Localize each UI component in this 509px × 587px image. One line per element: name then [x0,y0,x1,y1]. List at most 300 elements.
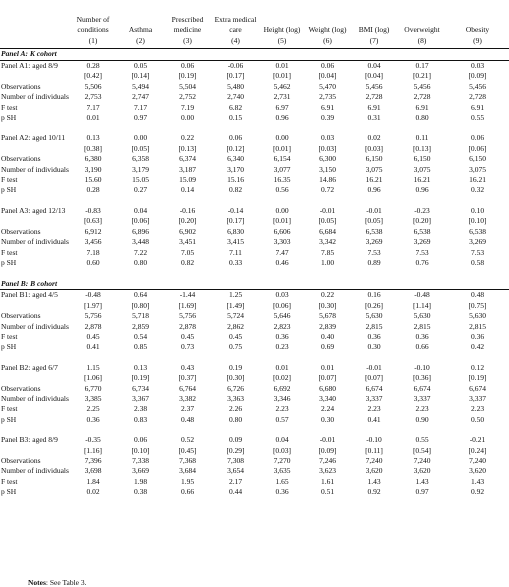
table-cell: 6,770 [84,383,102,393]
table-cell: 0.83 [133,414,148,424]
table-cell: [0.03] [364,143,384,153]
table-cell: 0.66 [180,487,195,497]
table-cell: [0.01] [272,143,292,153]
table-cell: 6,300 [319,154,336,164]
table-cell: 7.19 [180,102,195,112]
table-cell: 0.22 [320,290,335,300]
table-cell: 0.52 [180,435,195,445]
table-cell: 0.45 [86,331,100,341]
table-cell: 0.40 [320,331,335,341]
table-cell: 0.30 [367,342,381,352]
table-row-se [0,216,509,226]
table-cell: 16.21 [469,175,486,185]
table-cell: 3,620 [469,466,486,476]
row-label: Number of individuals [1,466,69,476]
table-cell: 15.05 [132,175,149,185]
table-cell: 0.96 [275,113,289,123]
table-cell: 6,538 [413,226,431,236]
header-prescribed-medicine: Prescribed medicine [171,15,204,34]
table-cell: 6,726 [227,383,244,393]
table-cell: 7.18 [86,247,100,257]
table-cell: 5,456 [469,81,486,91]
table-cell: [0.09] [318,445,337,455]
spacer-row [0,123,509,133]
table-row-psh [0,185,509,195]
header-obesity: Obesity [465,24,490,34]
table-cell: [0.20] [412,216,432,226]
header-weight-log: Weight (log) [308,24,347,34]
row-label: p SH [1,414,17,424]
table-cell: 7,338 [132,456,149,465]
table-cell: 0.23 [275,342,289,352]
table-cell: 3,179 [132,164,149,174]
table-row-obs [0,82,509,92]
table-cell: [0.36] [412,373,432,383]
table-cell: 3,150 [319,164,336,174]
table-cell: 1.00 [320,257,335,267]
table-cell: -0.14 [227,205,244,215]
table-cell: [1.97] [83,300,103,310]
header-overweight: Overweight [404,24,440,34]
table-cell: [0.02] [272,373,292,383]
table-cell: 6,896 [132,226,149,236]
spacer-cell [0,196,509,206]
table-cell: 2,815 [365,321,383,331]
table-cell: 1.65 [275,476,289,486]
table-cell: 0.75 [228,342,243,352]
table-cell: 5,630 [365,311,383,321]
table-cell: -0.83 [85,205,101,215]
table-cell: 6,154 [273,154,291,164]
table-cell: 7,368 [179,456,196,465]
table-cell: 0.06 [228,133,243,143]
table-row-psh [0,487,509,497]
table-cell: [0.37] [178,373,197,383]
colnum-stub [0,34,68,49]
table-cell: -0.01 [366,362,382,372]
table-cell: 15.60 [84,175,102,185]
table-cell: 3,367 [132,393,149,403]
table-cell: 5,630 [469,311,486,321]
row-label: F test [1,247,18,257]
table-row-se [0,373,509,383]
header-height-log: Height (log) [263,24,301,34]
table-cell: 7.85 [320,247,335,257]
spacer-cell [0,353,509,363]
table-cell: 6,902 [179,226,196,236]
colnum: (3) [163,34,212,49]
table-cell: 6.97 [275,102,289,112]
table-cell: 15.09 [179,175,196,185]
table-cell: 0.02 [367,133,381,143]
row-label: p SH [1,185,17,195]
table-cell: 0.73 [180,342,195,352]
note-text: : See Table 3. [45,578,87,587]
table-cell: 2,731 [273,92,291,102]
table-cell: 0.13 [86,133,100,143]
row-label: F test [1,476,18,486]
table-cell: 6,150 [413,154,431,164]
table-cell: 0.60 [86,257,100,267]
panel-heading-row [0,49,509,61]
table-cell: 2.17 [228,476,243,486]
table-cell: [0.03] [318,143,337,153]
table-cell: 0.51 [320,487,335,497]
table-row-se [0,144,509,154]
table-cell: [1.16] [83,445,103,455]
table-cell: 16.35 [273,175,291,185]
row-label: p SH [1,113,17,123]
table-cell: 6,734 [132,383,149,393]
table-cell: [0.19] [131,373,150,383]
table-cell: [0.45] [178,445,197,455]
table-cell: [0.26] [364,300,384,310]
table-cell: [0.29] [226,445,245,455]
table-cell: 2,823 [273,321,291,331]
table-cell: -0.10 [414,362,430,372]
table-cell: 3,635 [273,466,291,476]
table-row-coef [0,61,509,72]
table-cell: 0.55 [415,435,429,445]
table-cell: 0.15 [228,113,243,123]
table-cell: 0.66 [415,342,429,352]
table-cell: 2.23 [275,404,289,414]
row-label: Panel B1: aged 4/5 [1,290,58,300]
table-cell: 0.00 [275,133,289,143]
table-cell: 0.69 [320,342,335,352]
table-cell: [0.01] [272,216,292,226]
table-cell: 5,630 [413,311,431,321]
table-row-obs [0,154,509,164]
table-cell: 5,504 [179,81,196,91]
row-label: Observations [1,226,41,236]
table-cell: 0.46 [275,257,289,267]
row-label: p SH [1,342,17,352]
table-cell: -0.35 [85,435,101,445]
table-cell: -0.01 [319,205,336,215]
table-row-ftest [0,175,509,185]
table-cell: 0.33 [228,257,243,267]
table-row-ftest [0,477,509,487]
table-cell: 5,456 [413,81,431,91]
table-cell: 2,753 [84,92,102,102]
table-cell: 0.55 [470,113,485,123]
row-label [0,301,68,311]
table-cell: 7,246 [319,456,336,465]
table-cell: [0.80] [131,300,150,310]
table-cell: 0.03 [470,61,485,70]
table-cell: 3,337 [413,393,431,403]
table-row-obs [0,384,509,394]
spacer-row [0,196,509,206]
table-cell: 7,240 [413,456,431,465]
table-cell: 3,382 [179,393,196,403]
table-cell: 0.01 [275,61,289,70]
table-cell: 0.36 [275,487,289,497]
table-cell: 0.38 [133,487,148,497]
table-cell: [0.63] [83,216,103,226]
table-cell: 0.80 [133,257,148,267]
table-row-coef [0,290,509,301]
table-cell: 0.45 [228,331,243,341]
table-cell: 1.98 [133,476,148,486]
table-row-coef [0,206,509,216]
table-cell: 0.16 [367,290,381,300]
table-cell: 7.47 [275,247,289,257]
colnum: (5) [259,34,305,49]
header-extra-medical-care: Extra medical care [214,15,257,34]
table-cell: 3,269 [469,237,486,247]
table-cell: [0.21] [412,71,432,81]
table-cell: 5,462 [273,81,291,91]
table-cell: 0.09 [228,435,243,445]
table-cell: 6.82 [228,102,243,112]
table-cell: 3,456 [84,237,102,247]
table-cell: [1.49] [226,300,245,310]
row-label: Panel A1: aged 8/9 [1,61,58,70]
table-cell: 3,077 [273,164,291,174]
table-cell: 3,075 [469,164,486,174]
table-row-ind [0,322,509,332]
table-cell: [0.19] [178,71,197,81]
table-cell: [0.05] [318,216,337,226]
table-cell: 7.53 [415,247,429,257]
table-cell: 1.61 [320,476,335,486]
table-cell: 0.44 [228,487,243,497]
table-row-ftest [0,332,509,342]
row-label: F test [1,102,18,112]
table-row-ind [0,237,509,247]
table-cell: 0.04 [367,61,381,70]
table-cell: 0.02 [86,487,100,497]
table-cell: [0.20] [178,216,197,226]
table-cell: [0.24] [468,445,487,455]
table-cell: 2.38 [133,404,148,414]
table-cell: 6,692 [273,383,291,393]
table-cell: [0.19] [468,373,487,383]
table-row-ind [0,466,509,476]
table-row-psh [0,342,509,352]
table-cell: 15.16 [227,175,244,185]
table-cell: 1.43 [367,476,381,486]
table-cell: 7.22 [133,247,148,257]
table-cell: 0.06 [133,435,148,445]
table-cell: 3,415 [227,237,244,247]
table-cell: 2,815 [413,321,431,331]
row-label: Observations [1,456,41,465]
row-label [0,216,68,226]
table-cell: 0.01 [320,362,335,372]
row-label: Panel B3: aged 8/9 [1,435,58,445]
table-cell: 7.53 [367,247,381,257]
spacer-row [0,425,509,435]
table-cell: 7,240 [469,456,486,465]
spacer-cell [0,268,509,278]
table-cell: 2.37 [180,404,195,414]
table-cell: 3,448 [132,237,149,247]
table-cell: 0.42 [470,342,485,352]
table-row-ftest [0,248,509,258]
table-cell: 2,728 [413,92,431,102]
table-cell: 0.82 [228,185,243,195]
table-cell: [0.04] [364,71,384,81]
table-cell: 6,606 [273,226,291,236]
row-label: Number of individuals [1,237,69,247]
table-cell: -0.48 [414,290,430,300]
table-cell: 0.06 [320,61,335,70]
panel-title: Panel B: B cohort [0,278,509,290]
spacer-cell [0,123,509,133]
table-cell: 6.91 [415,102,429,112]
table-cell: 5,470 [319,81,336,91]
table-cell: 6,674 [413,383,431,393]
table-row-ind [0,165,509,175]
table-cell: [0.06] [272,300,292,310]
table-cell: [0.17] [226,71,245,81]
table-cell: 6,380 [84,154,102,164]
table-cell: 0.92 [470,487,485,497]
table-cell: 3,340 [319,393,336,403]
table-cell: 3,190 [84,164,102,174]
table-cell: 2,859 [132,321,149,331]
table-cell: 3,620 [365,466,383,476]
table-cell: 0.36 [275,331,289,341]
table-cell: 5,494 [132,81,149,91]
table-cell: 2,862 [227,321,244,331]
table-cell: 0.14 [180,185,195,195]
row-label: Number of individuals [1,164,69,174]
table-row-coef [0,133,509,143]
table-cell: -0.01 [319,435,336,445]
table-cell: [0.05] [131,143,150,153]
table-cell: 2,728 [365,92,383,102]
table-cell: 14.86 [319,175,336,185]
table-cell: 0.72 [320,185,335,195]
table-row-ind [0,394,509,404]
table-cell: 0.22 [180,133,195,143]
table-cell: [0.30] [226,373,245,383]
table-cell: 2.23 [470,404,485,414]
table-cell: [0.05] [364,216,384,226]
table-cell: -0.01 [366,205,382,215]
table-cell: [0.30] [318,300,337,310]
table-cell: 3,269 [365,237,383,247]
table-row-psh [0,415,509,425]
table-cell: 3,337 [469,393,486,403]
table-cell: 6,912 [84,226,102,236]
row-label: Observations [1,311,41,321]
colnum: (1) [68,34,118,49]
table-cell: 0.36 [367,331,381,341]
table-row-ind [0,92,509,102]
row-label [0,144,68,154]
table-cell: [0.11] [365,445,383,455]
header-stub [0,0,68,34]
table-cell: [0.13] [412,143,432,153]
table-cell: 5,718 [132,311,149,321]
table-cell: 7.17 [86,102,100,112]
table-cell: 0.85 [133,342,148,352]
table-cell: 2.24 [320,404,335,414]
table-cell: 2,878 [179,321,196,331]
table-cell: [0.10] [468,216,487,226]
table-row-se [0,301,509,311]
table-cell: 5,480 [227,81,244,91]
table-cell: 0.64 [133,290,148,300]
colnum: (9) [446,34,509,49]
table-cell: 0.32 [470,185,485,195]
table-cell: 3,075 [365,164,383,174]
table-cell: 0.57 [275,414,289,424]
header-asthma: Asthma [128,24,153,34]
table-cell: 3,698 [84,466,102,476]
table-cell: 0.82 [180,257,195,267]
table-cell: 0.97 [415,487,429,497]
table-cell: 6,764 [179,383,196,393]
colnum: (2) [118,34,163,49]
table-cell: 2,728 [469,92,486,102]
spacer-row [0,353,509,363]
table-cell: 7.11 [229,247,242,257]
table-cell: 5,756 [179,311,196,321]
table-cell: 3,075 [413,164,431,174]
column-number-row [0,34,509,49]
table-cell: 0.06 [470,133,485,143]
row-label: p SH [1,487,17,497]
table-cell: [0.06] [468,143,487,153]
table-note [28,578,87,587]
table-row-obs [0,311,509,321]
table-cell: 16.21 [365,175,383,185]
table-cell: 0.54 [133,331,148,341]
table-cell: [0.01] [272,71,292,81]
colnum: (8) [398,34,446,49]
table-cell: 0.06 [180,61,195,70]
table-cell: 3,654 [227,466,244,476]
table-cell: -0.21 [469,435,486,445]
table-cell: [0.75] [468,300,487,310]
table-cell: 0.17 [415,61,429,70]
spacer-cell [0,425,509,435]
table-cell: 3,451 [179,237,196,247]
row-label [0,71,68,81]
table-cell: 5,646 [273,311,291,321]
table-cell: 2.23 [415,404,429,414]
row-label: Observations [1,81,41,91]
table-cell: 0.92 [367,487,381,497]
table-cell: 1.43 [415,476,429,486]
table-cell: 5,724 [227,311,244,321]
table-cell: 6,674 [365,383,383,393]
table-cell: 3,269 [413,237,431,247]
table-cell: 2,815 [469,321,486,331]
table-cell: -0.23 [414,205,430,215]
table-cell: 16.21 [413,175,431,185]
table-cell: -0.48 [85,290,101,300]
table-cell: 6,684 [319,226,336,236]
table-cell: 3,684 [179,466,196,476]
table-cell: [0.54] [412,445,432,455]
table-cell: 0.04 [133,205,148,215]
table-cell: 6,674 [469,383,486,393]
table-cell: 0.48 [470,290,485,300]
table-cell: 0.27 [133,185,148,195]
table-cell: [0.38] [83,143,103,153]
table-cell: [0.13] [178,143,197,153]
row-label: Number of individuals [1,92,69,102]
table-cell: 0.19 [228,362,243,372]
table-cell: 6,340 [227,154,244,164]
